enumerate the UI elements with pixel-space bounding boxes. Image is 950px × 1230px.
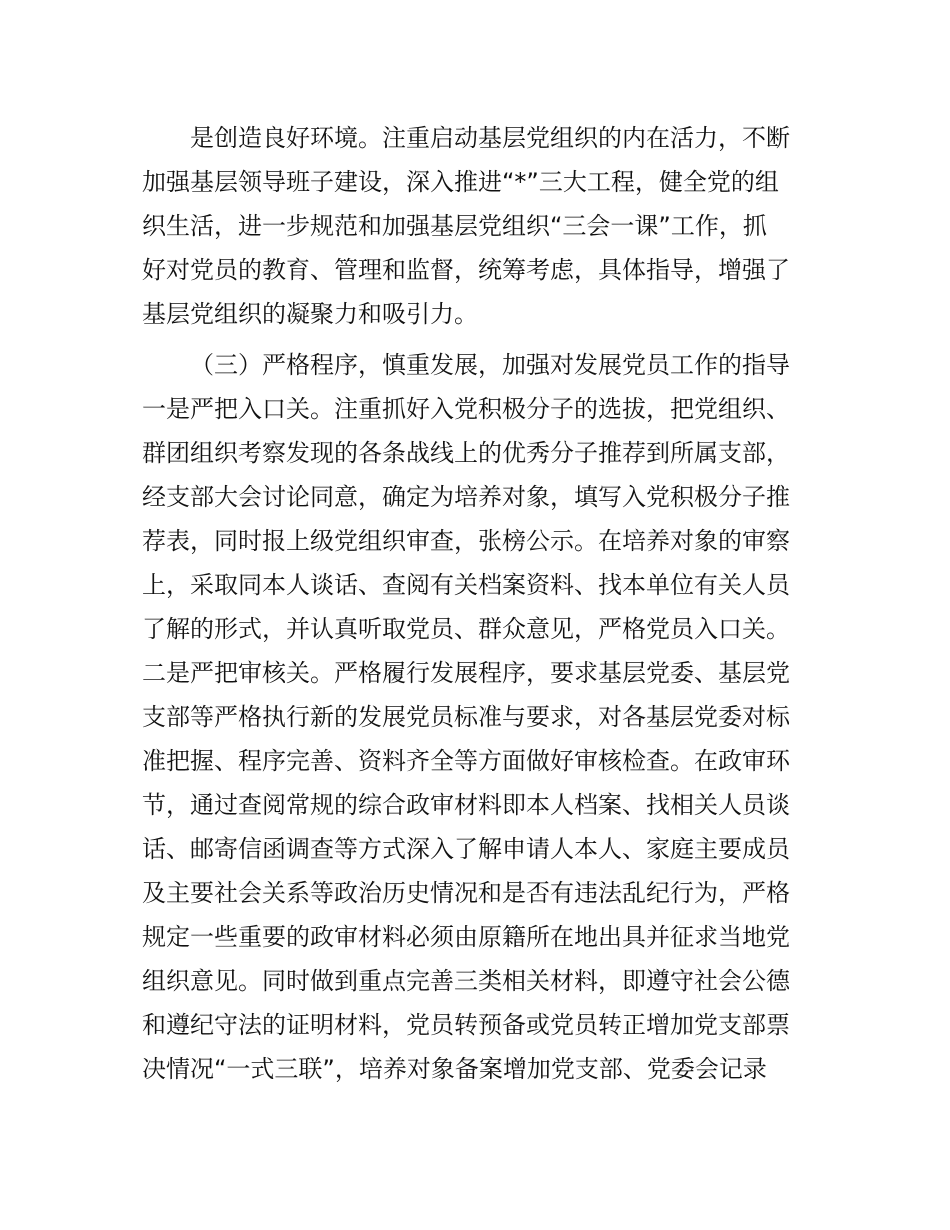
paragraph-line: 准把握、程序完善、资料齐全等方面做好审核检查。在政审环	[142, 747, 790, 775]
paragraph-line: 节，通过查阅常规的综合政审材料即本人档案、找相关人员谈	[142, 791, 790, 819]
paragraph-line: 二是严把审核关。严格履行发展程序，要求基层党委、基层党	[142, 659, 790, 687]
paragraph-line: 决情况“一式三联”，培养对象备案增加党支部、党委会记录	[142, 1055, 767, 1083]
paragraph-line: 织生活，进一步规范和加强基层党组织“三会一课”工作，抓	[142, 212, 767, 240]
paragraph-line: 群团组织考察发现的各条战线上的优秀分子推荐到所属支部，	[142, 439, 790, 467]
section-heading: （三）严格程序，慎重发展，加强对发展党员工作的指导	[190, 351, 790, 379]
paragraph-line: 话、邮寄信函调查等方式深入了解申请人本人、家庭主要成员	[142, 835, 790, 863]
paragraph-line: 了解的形式，并认真听取党员、群众意见，严格党员入口关。	[142, 615, 790, 643]
paragraph-line: 加强基层领导班子建设，深入推进“*”三大工程，健全党的组	[142, 168, 779, 196]
paragraph-line: 上，采取同本人谈话、查阅有关档案资料、找本单位有关人员	[142, 571, 790, 599]
paragraph-line: 支部等严格执行新的发展党员标准与要求，对各基层党委对标	[142, 703, 790, 731]
paragraph-line: 一是严把入口关。注重抓好入党积极分子的选拔，把党组织、	[142, 395, 790, 423]
paragraph-line: 基层党组织的凝聚力和吸引力。	[142, 300, 478, 328]
paragraph-line: 荐表，同时报上级党组织审查，张榜公示。在培养对象的审察	[142, 527, 790, 555]
paragraph-line: 组织意见。同时做到重点完善三类相关材料，即遵守社会公德	[142, 967, 790, 995]
paragraph-line: 经支部大会讨论同意，确定为培养对象，填写入党积极分子推	[142, 483, 790, 511]
paragraph-line: 好对党员的教育、管理和监督，统筹考虑，具体指导，增强了	[142, 256, 790, 284]
paragraph-line: 是创造良好环境。注重启动基层党组织的内在活力，不断	[190, 124, 790, 152]
paragraph-line: 规定一些重要的政审材料必须由原籍所在地出具并征求当地党	[142, 923, 790, 951]
paragraph-line: 和遵纪守法的证明材料，党员转预备或党员转正增加党支部票	[142, 1011, 790, 1039]
paragraph-line: 及主要社会关系等政治历史情况和是否有违法乱纪行为，严格	[142, 879, 790, 907]
